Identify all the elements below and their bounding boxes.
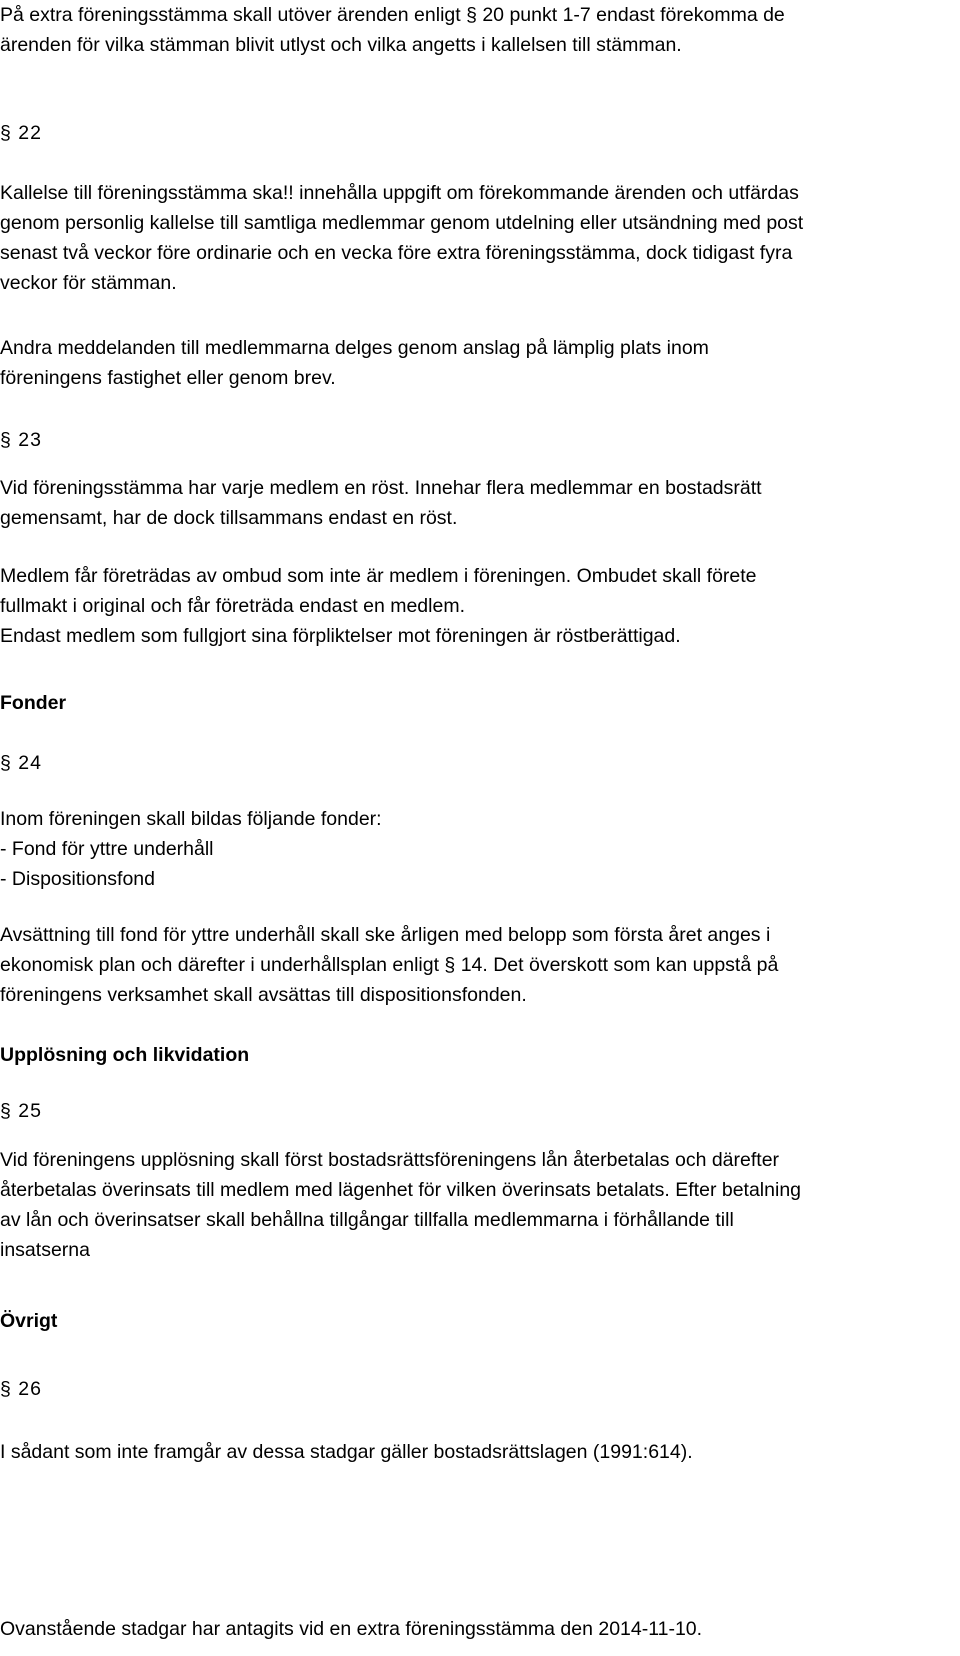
paragraph-line: ekonomisk plan och därefter i underhållsplan enligt § 14. Det överskott som kan uppstå på: [0, 954, 779, 976]
paragraph-number: § 26: [0, 1378, 42, 1400]
paragraph-line: genom personlig kallelse till samtliga medlemmar genom utdelning eller utsändning med post: [0, 212, 804, 234]
section-heading: Upplösning och likvidation: [0, 1044, 250, 1066]
paragraph-line: Endast medlem som fullgjort sina förpliktelser mot föreningen är röstberättigad.: [0, 625, 681, 647]
intro-line: ärenden för vilka stämman blivit utlyst och vilka angetts i kallelsen till stämman.: [0, 34, 682, 56]
paragraph-line: Kallelse till föreningsstämma ska!! innehålla uppgift om förekommande ärenden och utfärdas: [0, 182, 799, 204]
paragraph-line: återbetalas överinsats till medlem med lägenhet för vilken överinsats betalats. Efter betalning: [0, 1179, 802, 1201]
paragraph-line: I sådant som inte framgår av dessa stadgar gäller bostadsrättslagen (1991:614).: [0, 1441, 693, 1463]
paragraph-line: fullmakt i original och får företräda endast en medlem.: [0, 595, 465, 617]
paragraph-line: veckor för stämman.: [0, 272, 177, 294]
intro-line: På extra föreningsstämma skall utöver ärenden enligt § 20 punkt 1-7 endast förekomma de: [0, 4, 785, 26]
paragraph-line: insatserna: [0, 1239, 90, 1261]
paragraph-line: föreningens fastighet eller genom brev.: [0, 367, 336, 389]
paragraph-line: gemensamt, har de dock tillsammans endast en röst.: [0, 507, 458, 529]
paragraph-line: av lån och överinsatser skall behållna tillgångar tillfalla medlemmarna i förhållande till: [0, 1209, 734, 1231]
list-item: - Dispositionsfond: [0, 868, 155, 890]
paragraph-line: Medlem får företrädas av ombud som inte är medlem i föreningen. Ombudet skall förete: [0, 565, 757, 587]
list-item: - Fond för yttre underhåll: [0, 838, 214, 860]
closing-statement: Ovanstående stadgar har antagits vid en extra föreningsstämma den 2014-11-10.: [0, 1618, 703, 1640]
paragraph-line: senast två veckor före ordinarie och en vecka före extra föreningsstämma, dock tidigast fyra: [0, 242, 793, 264]
paragraph-number: § 23: [0, 429, 42, 451]
paragraph-line: Andra meddelanden till medlemmarna delges genom anslag på lämplig plats inom: [0, 337, 709, 359]
paragraph-line: Vid föreningens upplösning skall först bostadsrättsföreningens lån återbetalas och därefter: [0, 1149, 780, 1171]
paragraph-line: Avsättning till fond för yttre underhåll skall ske årligen med belopp som första året anges i: [0, 924, 771, 946]
paragraph-line: Vid föreningsstämma har varje medlem en röst. Innehar flera medlemmar en bostadsrätt: [0, 477, 762, 499]
paragraph-number: § 25: [0, 1100, 42, 1122]
paragraph-line: Inom föreningen skall bildas följande fonder:: [0, 808, 382, 830]
section-heading: Övrigt: [0, 1310, 58, 1332]
section-heading: Fonder: [0, 692, 67, 714]
paragraph-number: § 24: [0, 752, 42, 774]
paragraph-number: § 22: [0, 122, 42, 144]
paragraph-line: föreningens verksamhet skall avsättas till dispositionsfonden.: [0, 984, 527, 1006]
